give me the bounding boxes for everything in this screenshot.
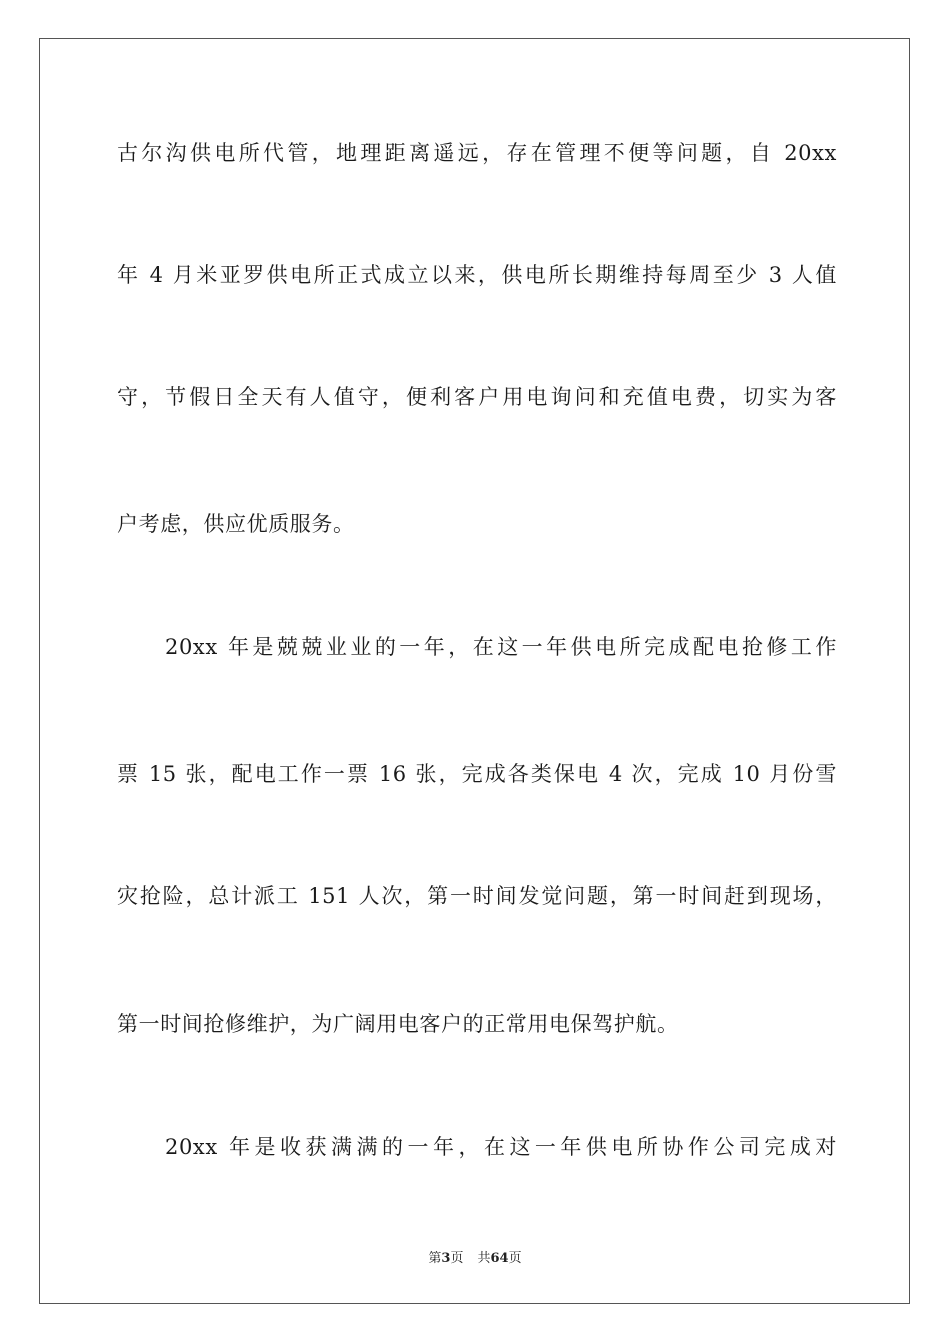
paragraph-line-9: 20xx 年是收获满满的一年，在这一年供电所协作公司完成对 [165,1135,837,1159]
paragraph-line-1: 古尔沟供电所代管，地理距离遥远，存在管理不便等问题，自 20xx [117,141,837,165]
paragraph-line-5: 20xx 年是兢兢业业的一年，在这一年供电所完成配电抢修工作 [165,635,837,659]
paragraph-line-6: 票 15 张，配电工作一票 16 张，完成各类保电 4 次，完成 10 月份雪 [117,762,837,786]
paragraph-line-3: 守，节假日全天有人值守，便利客户用电询问和充值电费，切实为客 [117,385,837,409]
paragraph-line-4: 户考虑，供应优质服务。 [117,512,355,536]
page-border [39,38,910,1304]
page-unit: 页 [450,1251,464,1266]
total-page-number: 64 [490,1251,509,1266]
total-unit: 页 [508,1251,522,1266]
paragraph-line-8: 第一时间抢修维护，为广阔用电客户的正常用电保驾护航。 [117,1012,679,1036]
page-number-footer [0,1247,950,1266]
current-page-number: 3 [441,1251,451,1266]
paragraph-line-2: 年 4 月米亚罗供电所正式成立以来，供电所长期维持每周至少 3 人值 [117,263,837,287]
paragraph-line-7: 灾抢险，总计派工 151 人次，第一时间发觉问题，第一时间赶到现场， [117,884,837,908]
page-prefix: 第 [428,1251,442,1266]
total-prefix: 共 [477,1251,491,1266]
